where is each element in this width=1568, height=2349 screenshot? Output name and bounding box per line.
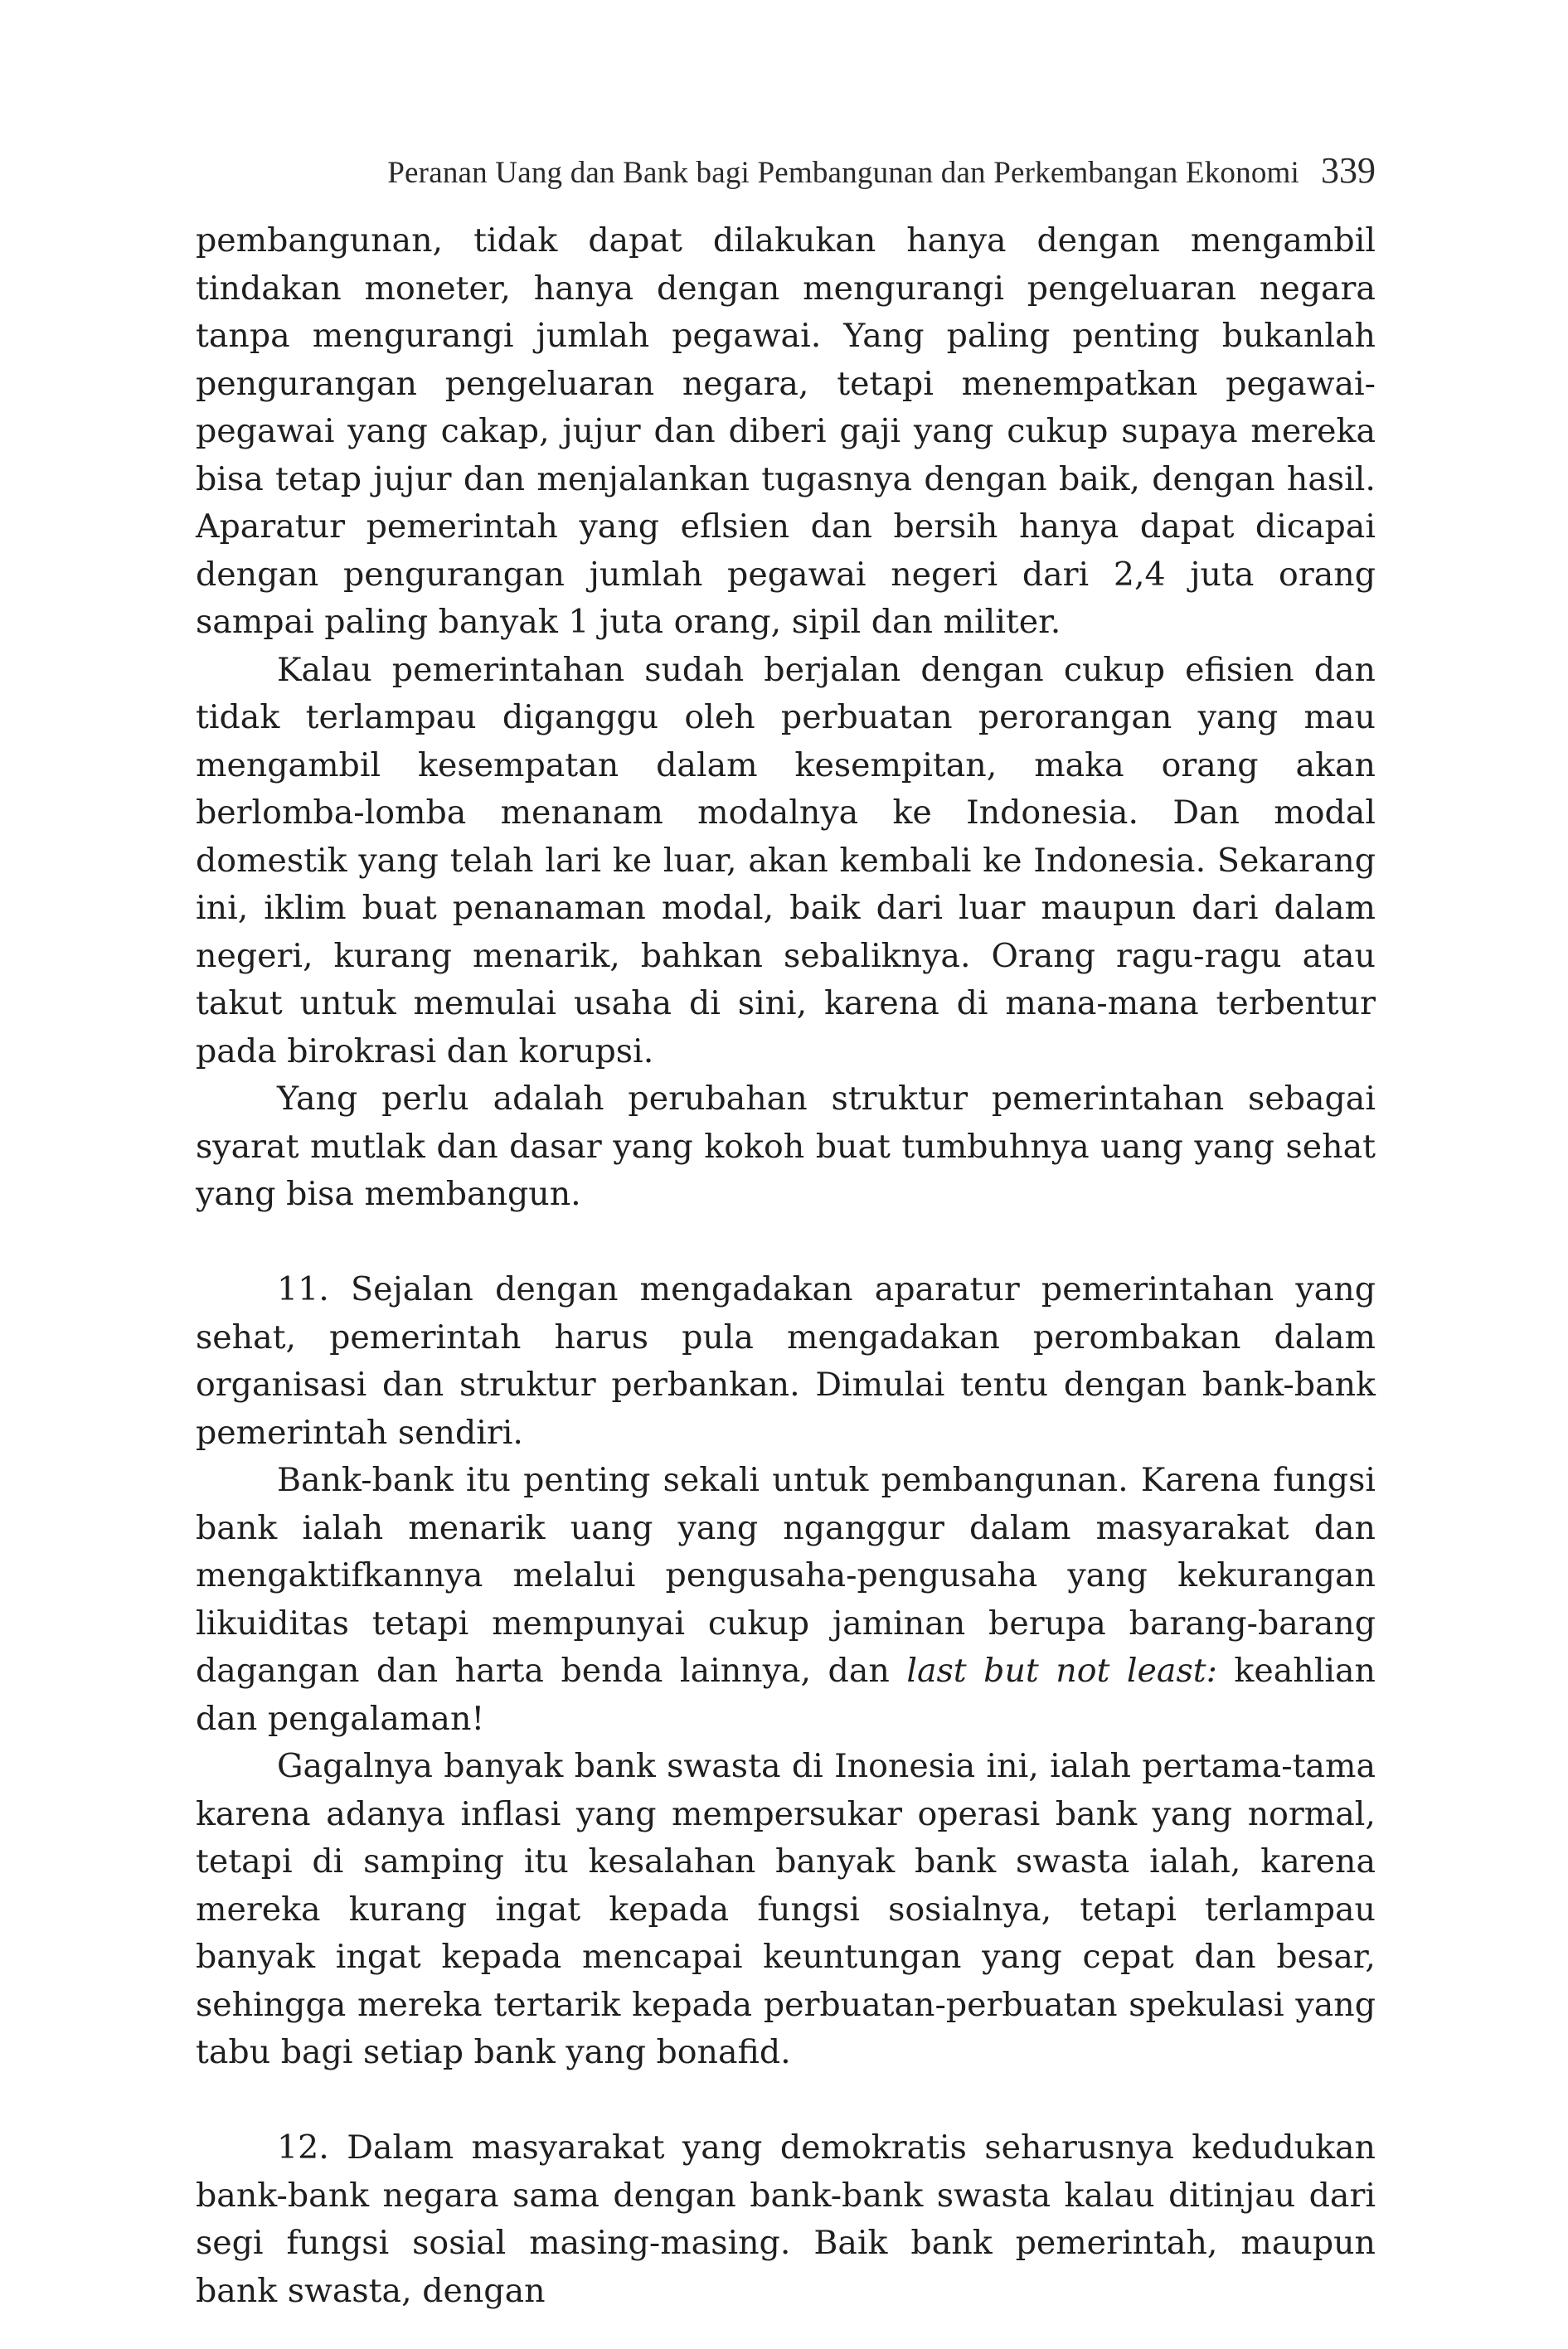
running-title: Peranan Uang dan Bank bagi Pembangunan dan Perkembangan Ekonomi bbox=[387, 156, 1299, 190]
paragraph-point-12: 12. Dalam masyarakat yang demokratis seharusnya kedudukan bank-bank negara sama dengan bank-bank swasta kalau ditinjau dari segi fungsi sosial masing-masing. Baik bank pemerintah, maupun bank swasta, dengan bbox=[196, 2128, 1376, 2310]
paragraph-bank-function bbox=[196, 1457, 1376, 1743]
paragraph-structural-change: Yang perlu adalah perubahan struktur pemerintahan sebagai syarat mutlak dan dasar yang kokoh buat tumbuhnya uang yang sehat yang bisa membangun. bbox=[196, 1080, 1376, 1213]
body-text bbox=[196, 217, 1376, 2315]
running-header bbox=[277, 149, 1376, 192]
italic-phrase: last but not least: bbox=[906, 1652, 1217, 1690]
paragraph-bank-function-ending: keahlian dan pengalaman! bbox=[196, 1652, 1376, 1738]
paragraph-point-11: 11. Sejalan dengan mengadakan aparatur pemerintahan yang sehat, pemerintah harus pula mengadakan perombakan dalam organisasi dan struktur perbankan. Dimulai tentu dengan bank-bank pemerintah sendiri. bbox=[196, 1270, 1376, 1452]
paragraph-continuation: pembangunan, tidak dapat dilakukan hanya dengan mengambil tindakan moneter, hanya dengan mengurangi pengeluaran negara tanpa mengurangi jumlah pegawai. Yang paling penting bukanlah pengurangan pengeluaran negara, tetapi menempatkan pegawai-pegawai yang cakap, jujur dan diberi gaji yang cukup supaya mereka bisa tetap jujur dan menjalankan tugasnya dengan baik, dengan hasil. Aparatur pemerintah yang eflsien dan bersih hanya dapat dicapai dengan pengurangan jumlah pegawai negeri dari 2,4 juta orang sampai paling banyak 1 juta orang, sipil dan militer. bbox=[196, 221, 1376, 641]
paragraph-bank-function-text: Bank-bank itu penting sekali untuk pembangunan. Karena fungsi bank ialah menarik uang yang nganggur dalam masyarakat dan mengaktifkannya melalui pengusaha-pengusaha yang kekurangan likuiditas tetapi mempunyai cukup jaminan berupa barang-barang dagangan dan harta benda lainnya, dan bbox=[196, 1461, 1376, 1690]
page-number: 339 bbox=[1321, 150, 1376, 191]
paragraph-private-bank-failure: Gagalnya banyak bank swasta di Inonesia ini, ialah pertama-tama karena adanya inflasi yang mempersukar operasi bank yang normal, tetapi di samping itu kesalahan banyak bank swasta ialah, karena mereka kurang ingat kepada fungsi sosialnya, tetapi terlampau banyak ingat kepada mencapai keuntungan yang cepat dan besar, sehingga mereka tertarik kepada perbuatan-perbuatan spekulasi yang tabu bagi setiap bank yang bonafid. bbox=[196, 1747, 1376, 2071]
paragraph-investment-climate: Kalau pemerintahan sudah berjalan dengan cukup efisien dan tidak terlampau diganggu oleh perbuatan perorangan yang mau mengambil kesempatan dalam kesempitan, maka orang akan berlomba-lomba menanam modalnya ke Indonesia. Dan modal domestik yang telah lari ke luar, akan kembali ke Indonesia. Sekarang ini, iklim buat penanaman modal, baik dari luar maupun dari dalam negeri, kurang menarik, bahkan sebaliknya. Orang ragu-ragu atau takut untuk memulai usaha di sini, karena di mana-mana terbentur pada birokrasi dan korupsi. bbox=[196, 650, 1376, 1070]
